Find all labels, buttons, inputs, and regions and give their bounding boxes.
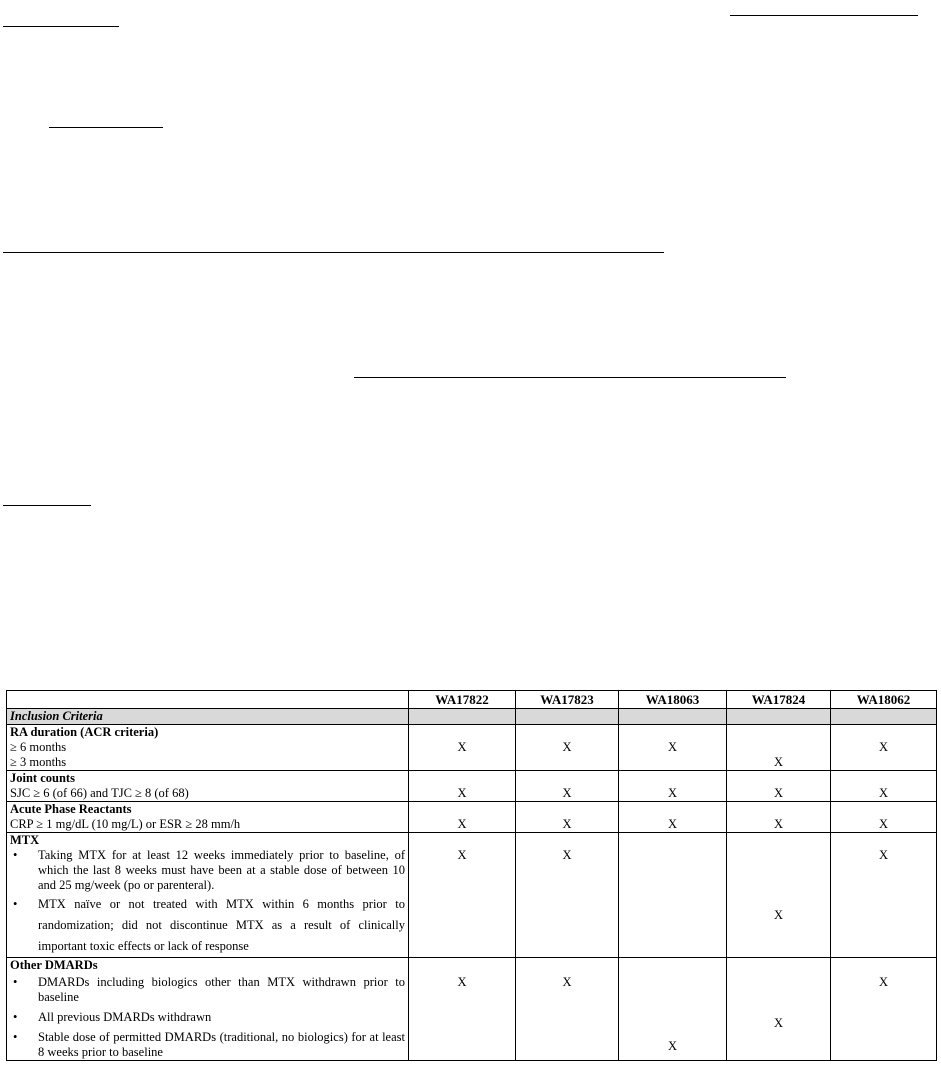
mtx-heading: MTX [10, 833, 40, 847]
mtx-bullet-list [10, 848, 405, 957]
joint-heading: Joint counts [10, 771, 75, 785]
section-cell [516, 709, 619, 725]
mark-cell [409, 802, 516, 833]
mark-cell [619, 833, 727, 958]
x-mark [730, 975, 827, 1016]
mark-cell [516, 771, 619, 802]
mark-cell [409, 958, 516, 1061]
x-mark: X [773, 786, 784, 800]
ra-line-2: ≥ 3 months [10, 755, 67, 769]
x-mark: X [667, 786, 678, 800]
underline-rule-5 [354, 377, 786, 378]
dmard-bullet-1: • DMARDs including biologics other than MTX withdrawn prior to baseline [10, 975, 405, 1005]
x-mark: X [562, 975, 572, 989]
x-mark: X [457, 817, 467, 831]
mark-cell [619, 771, 727, 802]
header-wa17824: WA17824 [727, 691, 831, 709]
joint-line: SJC ≥ 6 (of 66) and TJC ≥ 8 (of 68) [10, 786, 189, 800]
x-mark: X [457, 740, 467, 754]
x-mark [412, 1016, 512, 1039]
x-mark: X [773, 817, 784, 831]
x-mark: X [773, 755, 784, 769]
header-wa18062: WA18062 [831, 691, 937, 709]
mark-cell [516, 802, 619, 833]
table-row-mtx [7, 833, 937, 958]
table-row-ra-duration [7, 725, 937, 771]
apr-line: CRP ≥ 1 mg/dL (10 mg/L) or ESR ≥ 28 mm/h [10, 817, 241, 831]
x-mark: X [562, 817, 572, 831]
x-mark: X [457, 848, 467, 862]
underline-rule-1 [730, 15, 918, 16]
x-mark [834, 755, 933, 770]
mark-cell [727, 958, 831, 1061]
mark-cell [831, 833, 937, 958]
x-mark [622, 1016, 723, 1039]
x-mark: X [667, 1039, 678, 1053]
x-mark [834, 1016, 933, 1039]
header-wa18063: WA18063 [619, 691, 727, 709]
mark-cell [619, 725, 727, 771]
x-mark: X [773, 908, 784, 922]
table-row-other-dmards [7, 958, 937, 1061]
section-label: Inclusion Criteria [7, 709, 409, 725]
mark-cell [619, 958, 727, 1061]
x-mark: X [878, 817, 889, 831]
underline-rule-3 [49, 127, 163, 128]
section-cell [409, 709, 516, 725]
dmard-bullet-list [10, 975, 405, 1060]
table-header-row [7, 691, 937, 709]
x-mark: X [562, 786, 572, 800]
dmard-bullet-3: • Stable dose of permitted DMARDs (traditional, no biologics) for at least 8 weeks prior to baseline [10, 1030, 405, 1060]
mtx-bullet-1: • Taking MTX for at least 12 weeks immediately prior to baseline, of which the last 8 weeks must have been at a stable dose of between 10 and 25 mg/week (po or parenteral). [10, 848, 405, 893]
x-mark: X [562, 740, 572, 754]
section-cell [831, 709, 937, 725]
x-mark: X [878, 786, 889, 800]
dmard-criteria-cell [7, 958, 409, 1061]
x-mark [622, 755, 723, 770]
mark-cell [727, 725, 831, 771]
joint-criteria-cell [7, 771, 409, 802]
x-mark: X [457, 975, 467, 989]
x-mark [519, 1016, 615, 1039]
mark-cell [831, 958, 937, 1061]
x-mark: X [878, 975, 889, 989]
mark-cell [516, 833, 619, 958]
x-mark [622, 848, 723, 908]
x-mark [412, 755, 512, 770]
mark-cell [727, 802, 831, 833]
mark-cell [409, 833, 516, 958]
header-blank [7, 691, 409, 709]
apr-criteria-cell [7, 802, 409, 833]
ra-criteria-cell [7, 725, 409, 771]
x-mark: X [457, 786, 467, 800]
section-cell [727, 709, 831, 725]
header-wa17823: WA17823 [516, 691, 619, 709]
mark-cell [727, 771, 831, 802]
mark-cell [516, 725, 619, 771]
table-row-joint-counts [7, 771, 937, 802]
x-mark: X [667, 817, 678, 831]
header-wa17822: WA17822 [409, 691, 516, 709]
x-mark: X [667, 740, 678, 754]
ra-heading: RA duration (ACR criteria) [10, 725, 159, 739]
mark-cell [409, 771, 516, 802]
mtx-criteria-cell [7, 833, 409, 958]
x-mark: X [773, 1016, 784, 1030]
mtx-bullet-2: • MTX naïve or not treated with MTX within 6 months prior to randomization; did not discontinue MTX as a result of clinically important toxic effects or lack of response [10, 894, 405, 957]
mark-cell [831, 802, 937, 833]
mark-cell [831, 771, 937, 802]
x-mark [622, 975, 723, 1016]
x-mark [730, 848, 827, 908]
x-mark: X [562, 848, 572, 862]
underline-rule-6 [3, 505, 91, 506]
mark-cell [516, 958, 619, 1061]
ra-line-1: ≥ 6 months [10, 740, 67, 754]
underline-rule-2 [3, 26, 119, 27]
mark-cell [619, 802, 727, 833]
inclusion-criteria-table [6, 690, 937, 1061]
section-row [7, 709, 937, 725]
x-mark: X [878, 848, 889, 862]
mark-cell [409, 725, 516, 771]
x-mark [730, 740, 827, 755]
x-mark: X [878, 740, 889, 754]
mark-cell [831, 725, 937, 771]
x-mark [519, 755, 615, 770]
underline-rule-4 [3, 252, 664, 253]
mark-cell [727, 833, 831, 958]
section-cell [619, 709, 727, 725]
apr-heading: Acute Phase Reactants [10, 802, 132, 816]
dmard-bullet-2: • All previous DMARDs withdrawn [10, 1010, 405, 1025]
table-row-acute-phase [7, 802, 937, 833]
dmard-heading: Other DMARDs [10, 958, 98, 972]
